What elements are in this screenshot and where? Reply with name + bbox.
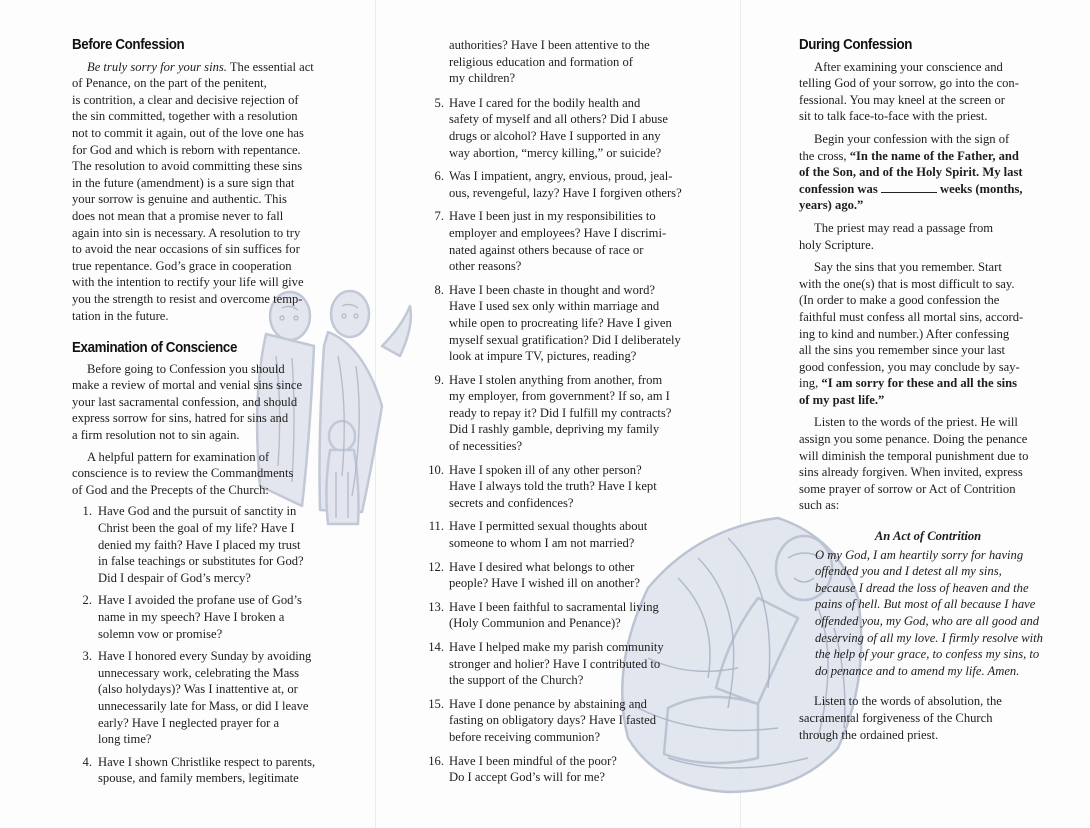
examination-text-2: A helpful pattern for examination of conscience is to review the Commandments of God and the Precepts of the Church: [72,449,294,497]
list-item: 1. Have God and the pursuit of sanctity in Christ been the goal of my life? Have I denied my faith? Have I placed my trust in false teachings or substitutes for God? Did I despair of God’s mercy? [82,504,304,585]
before-confession-heading: Before Confession [72,37,185,53]
during-text-2: Begin your confession with the sign of the cross, “In the name of the Father, and of the Son, and of the Holy Spirit. My last confession was weeks (months, years) ago.” [799,131,1023,213]
list-item: 9. Have I stolen anything from another, from my employer, from government? If so, am I ready to repay it? Did I fulfill my contracts? Did I rashly gamble, depriving my family of necessities? [434,372,672,454]
absolution-text: Listen to the words of absolution, the sacramental forgiveness of the Church through the ordained priest. [799,694,1002,742]
list-item: 3. Have I honored every Sunday by avoiding unnecessary work, celebrating the Mass (also holydays)? Was I inattentive at, or unnecessarily late for Mass, or did I leave early? Have I neglected prayer for a long time? [82,649,312,747]
item-4-continuation: authorities? Have I been attentive to the religious education and formation of my children? [449,38,650,86]
during-text-1: After examining your conscience and telling God of your sorrow, go into the con- fessional. You may kneel at the screen or sit to talk face-to-face with the priest. [799,59,1019,124]
list-item: 12. Have I desired what belongs to other people? Have I wished ill on another? [428,559,640,591]
during-text-4: Say the sins that you remember. Start with the one(s) that is most difficult to say. (In order to make a good confession the faithful must confess all mortal sins, accord- ing to kind and number.) After confessing all the sins you remember since your last good confession, you may conclude by say- ing, “I am sorry for these and all the sins of my past life.” [799,260,1024,407]
examination-text-1: Before going to Confession you should make a review of mortal and venial sins since your last sacramental confession, and should express sorrow for sins, hatred for sins and a firm resolution not to sin again. [72,361,303,443]
list-item: 2. Have I avoided the profane use of God’s name in my speech? Have I broken a solemn vow or promise? [82,593,302,641]
list-item: 15. Have I done penance by abstaining and fasting on obligatory days? Have I fasted before receiving communion? [428,696,657,744]
before-confession-text: Be truly sorry for your sins. The essential act of Penance, on the part of the penitent, is contrition, a clear and decisive rejection of the sin committed, together with a resolution not to commit it again, out of the love one has for God and which is reborn with repentance. The resolution to avoid committing these sins in the future (amendment) is a sure sign that your sorrow is genuine and authentic. This does not mean that a promise never to fall again into sin is necessary. A resolution to try to avoid the near occasions of sin suffices for true repentance. God’s grace in cooperation with the intention to rectify your life will give you the strength to resist and overcome temp- tation in the future. [72,59,314,323]
during-text-5: Listen to the words of the priest. He will assign you some penance. Doing the penance will diminish the temporal punishment due to sins already forgiven. When invited, express some prayer of sorrow or Act of Contrition such as: [799,415,1029,513]
column-right [799,0,1057,743]
list-item: 8. Have I been chaste in thought and word? Have I used sex only within marriage and while open to procreating life? Have I given myself sexual gratification? Did I deliberately look at impure TV, pictures, reading? [434,282,681,364]
list-item: 6. Was I impatient, angry, envious, proud, jeal- ous, revengeful, lazy? Have I forgiven others? [434,169,682,200]
list-item: 13. Have I been faithful to sacramental living (Holy Communion and Penance)? [428,599,659,631]
list-item: 5. Have I cared for the bodily health and safety of myself and all others? Did I abuse drugs or alcohol? Have I supported in any way abortion, “mercy killing,” or suicide? [434,95,668,160]
weeks-blank [881,182,937,193]
during-confession-heading: During Confession [799,37,913,53]
act-of-contrition-title: An Act of Contrition [874,529,982,544]
list-item: 11. Have I permitted sexual thoughts about someone to whom I am not married? [428,519,648,551]
column-left [72,0,338,787]
examination-heading: Examination of Conscience [72,340,238,357]
list-item: 14. Have I helped make my parish community stronger and holier? Have I contributed to the support of the Church? [428,640,664,688]
column-middle [425,0,715,786]
list-item: 4. Have I shown Christlike respect to parents, spouse, and family members, legitimate [82,754,316,786]
list-item: 16. Have I been mindful of the poor? Do I accept God’s will for me? [428,753,617,785]
during-text-3: The priest may read a passage from holy Scripture. [799,220,994,252]
list-item: 7. Have I been just in my responsibilities to employer and employees? Have I discrimi- nated against others because of race or other reasons? [434,209,667,274]
act-of-contrition-prayer: O my God, I am heartily sorry for having offended you and I detest all my sins, because I dread the loss of heaven and the pains of hell. But most of all because I have offended you, my God, who are all good and deserving of all my love. I firmly resolve with the help of your grace, to confess my sins, to do penance and to amend my life. Amen. [815,547,1043,678]
list-item: 10. Have I spoken ill of any other person? Have I always told the truth? Have I kept secrets and confidences? [428,462,657,510]
